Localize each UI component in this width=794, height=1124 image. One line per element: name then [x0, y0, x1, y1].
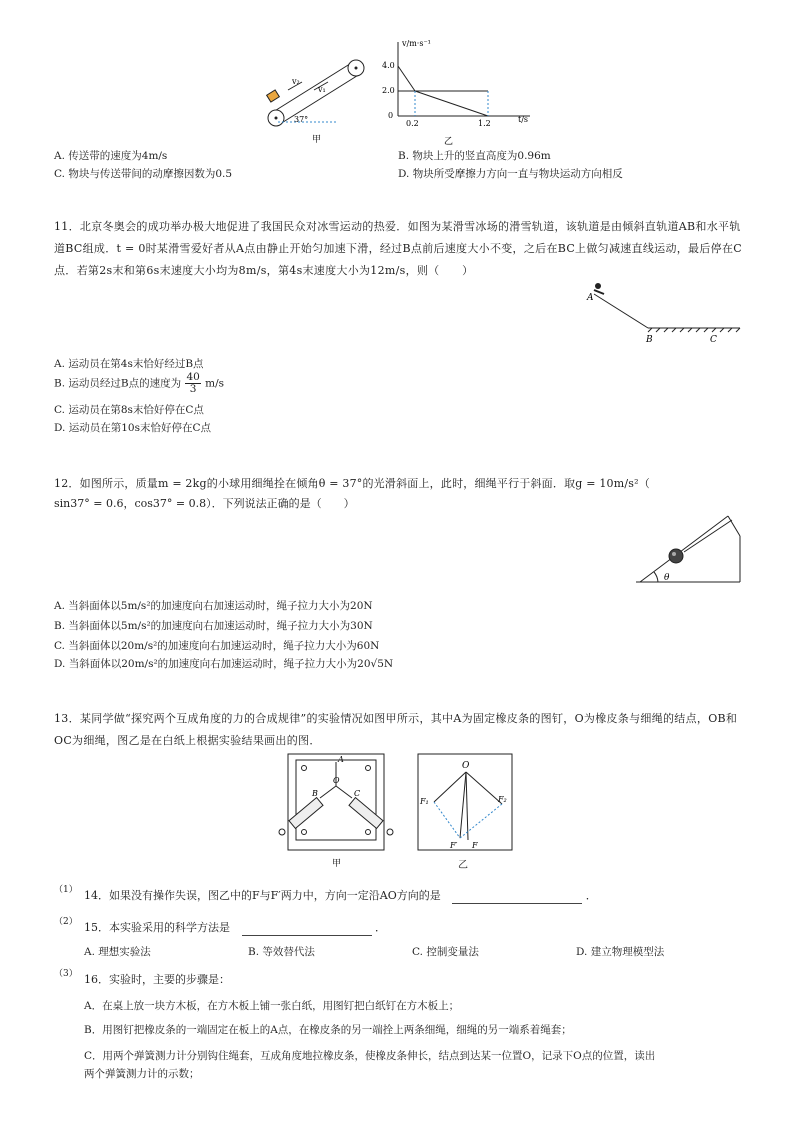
q11-label-a: A [587, 293, 594, 303]
q12-theta-label: θ [664, 573, 670, 583]
q10-fig-jia-caption: 甲 [312, 135, 322, 145]
q15-option-d[interactable]: D. 建立物理模型法 [576, 946, 665, 958]
q11-option-a[interactable]: A. 运动员在第4s末恰好经过B点 [54, 358, 204, 370]
q16-step-a: A．在桌上放一块方木板，在方木板上铺一张白纸，用图钉把白纸钉在方木板上； [84, 1000, 460, 1012]
q16-subnumber: （3） [54, 969, 78, 979]
q11-frac-num: 40 [186, 371, 200, 383]
q13-yi-label-fp: F′ [450, 841, 458, 850]
q16-step-c-line2: 两个弹簧测力计的示数； [84, 1068, 200, 1080]
q13-jia-label-b: B [312, 789, 318, 798]
q16-step-c-line1: C．用两个弹簧测力计分别钩住绳套，互成角度地拉橡皮条，使橡皮条伸长，结点到达某一位置O，记录下O点的位置，读出 [84, 1050, 656, 1062]
q12-option-b[interactable]: B. 当斜面体以5m/s²的加速度向右加速运动时，绳子拉力大小为30N [54, 620, 373, 632]
q11-frac-den: 3 [189, 383, 197, 395]
q10-fig-yi-caption: 乙 [444, 137, 454, 147]
q14-text: 14．如果没有操作失误，图乙中的F与F′两力中，方向一定沿AO方向的是 [84, 889, 441, 902]
q12-stem-line2: sin37° = 0.6，cos37° = 0.8）．下列说法正确的是（ ） [54, 497, 355, 510]
q10-yaxis-label: v/m·s⁻¹ [402, 39, 431, 48]
q10-fig-yi [380, 34, 540, 150]
q11-figure [584, 280, 744, 346]
q16-stem: 16．实验时，主要的步骤是： [84, 973, 230, 986]
q13-yi-label-f: F [472, 841, 478, 850]
q15-stem [84, 920, 386, 936]
q12-figure [628, 510, 744, 586]
q10-v1-label: v₁ [318, 85, 326, 94]
q12-option-d[interactable]: D. 当斜面体以20m/s²的加速度向右加速运动时，绳子拉力大小为20√5N [54, 658, 394, 670]
q14-stem [84, 888, 597, 904]
q15-option-c[interactable]: C. 控制变量法 [412, 946, 479, 958]
q13-yi-label-o: O [462, 761, 470, 771]
q15-end: ． [375, 921, 386, 934]
q12-stem-line1: 12．如图所示，质量m = 2kg的小球用细绳拴在倾角θ = 37°的光滑斜面上，此时，细绳平行于斜面．取g = 10m/s²（ [54, 477, 650, 490]
q13-jia-label-a: A [338, 755, 344, 764]
q15-subnumber: （2） [54, 917, 78, 927]
q10-ytick-4: 4.0 [382, 61, 395, 70]
q13-fig-yi [416, 752, 516, 856]
q10-option-a[interactable]: A. 传送带的速度为4m/s [54, 150, 168, 162]
q13-stem: 13．某同学做“探究两个互成角度的力的合成规律”的实验情况如图甲所示，其中A为固定橡皮条的图钉，O为橡皮条与细绳的结点，OB和OC为细绳，图乙是在白纸上根据实验结果画出的图． [54, 712, 738, 747]
q10-option-c[interactable]: C. 物块与传送带间的动摩擦因数为0.5 [54, 168, 233, 180]
q14-end: ． [585, 889, 597, 902]
q12-option-c[interactable]: C. 当斜面体以20m/s²的加速度向右加速运动时，绳子拉力大小为60N [54, 640, 380, 652]
q10-xaxis-label: t/s [518, 115, 529, 124]
q10-option-d[interactable]: D. 物块所受摩擦力方向一直与物块运动方向相反 [398, 168, 623, 180]
q10-option-b[interactable]: B. 物块上升的竖直高度为0.96m [398, 150, 551, 162]
q10-xtick-12: 1.2 [478, 119, 491, 128]
q15-text: 15．本实验采用的科学方法是 [84, 921, 230, 934]
q13-yi-label-f1: F₁ [420, 797, 429, 806]
q13-fig-jia [272, 752, 402, 870]
q16-step-b: B．用图钉把橡皮条的一端固定在板上的A点，在橡皮条的另一端拴上两条细绳，细绳的另一端系着绳套； [84, 1024, 572, 1036]
q10-xtick-02: 0.2 [406, 119, 419, 128]
q15-option-b[interactable]: B. 等效替代法 [248, 946, 315, 958]
q10-block [267, 90, 280, 102]
q11-stem: 11．北京冬奥会的成功举办极大地促进了我国民众对冰雪运动的热爱．如图为某滑雪冰场的滑雪轨道，该轨道是由倾斜直轨道AB和水平轨道BC组成．t = 0时某滑雪爱好者从A点由静止开始匀加速下滑，经过B点前后速度大小不变，之后在BC上做匀减速直线运动，最后停在C点．若第2s末和第6s末速度大小均为8m/s，第4s末速度大小为12m/s，则（ ） [54, 220, 742, 277]
q15-option-a[interactable]: A. 理想实验法 [84, 946, 151, 958]
q13-fig-yi-caption: 乙 [458, 860, 468, 871]
q11-label-c: C [710, 335, 717, 345]
q11-option-b-fraction [185, 372, 200, 395]
q14-answer-blank[interactable] [452, 891, 582, 904]
q11-option-d[interactable]: D. 运动员在第10s末恰好停在C点 [54, 422, 212, 434]
q13-fig-jia-caption: 甲 [332, 859, 342, 869]
q10-v2-label: v₂ [292, 77, 300, 86]
q11-skier-icon [595, 283, 601, 289]
q12-ball-icon [669, 549, 683, 563]
q10-fig-jia [258, 50, 378, 150]
q12-option-a[interactable]: A. 当斜面体以5m/s²的加速度向右加速运动时，绳子拉力大小为20N [54, 600, 373, 612]
q13-jia-label-c: C [354, 789, 361, 798]
q15-answer-blank[interactable] [242, 923, 372, 936]
q11-option-b[interactable] [54, 372, 224, 395]
q14-subnumber: （1） [54, 885, 78, 895]
q13-jia-label-o: O [333, 776, 340, 785]
q11-option-b-text: B. 运动员经过B点的速度为 [54, 377, 182, 390]
q13-yi-label-f2: F₂ [498, 795, 507, 804]
q10-angle-label: 37° [294, 115, 309, 124]
q11-option-b-unit: m/s [205, 377, 225, 390]
q10-ytick-0: 0 [388, 111, 394, 120]
q10-ytick-2: 2.0 [382, 86, 395, 95]
q11-label-b: B [646, 335, 653, 345]
q11-option-c[interactable]: C. 运动员在第8s末恰好停在C点 [54, 404, 204, 416]
